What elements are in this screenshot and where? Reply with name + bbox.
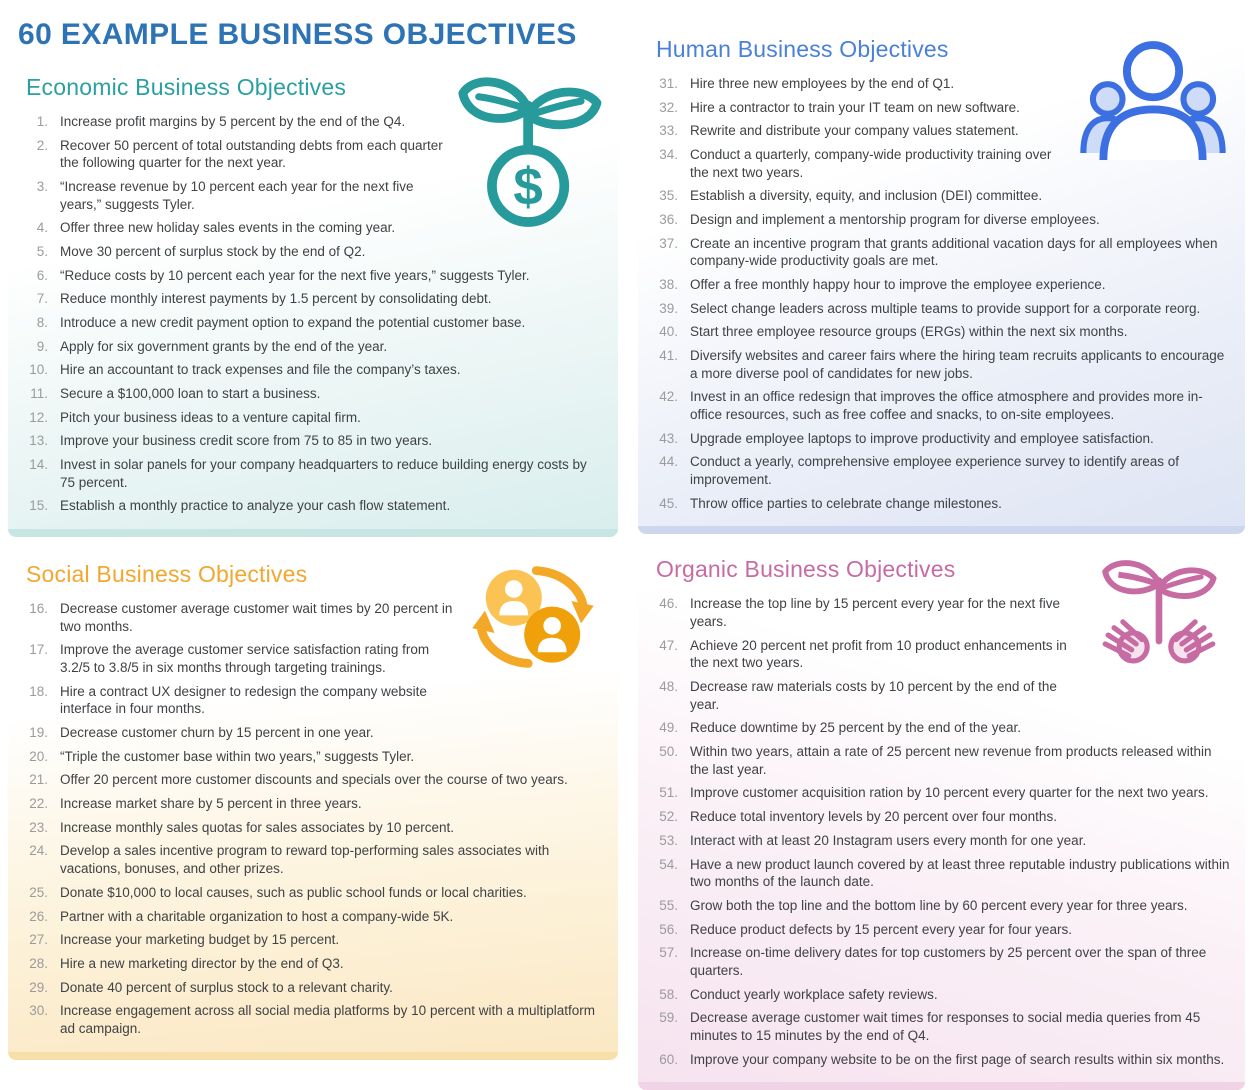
objective-item <box>18 432 604 450</box>
objective-number: 59. <box>659 1010 678 1026</box>
objective-text: Increase on-time delivery dates for top customers by 25 percent over the span of three quarters. <box>690 945 1207 978</box>
objective-item <box>18 931 604 949</box>
left-column <box>8 10 618 1090</box>
objective-number: 44. <box>659 454 678 470</box>
objective-number: 22. <box>29 796 48 812</box>
objective-text: Hire a contract UX designer to redesign the company website interface in four months. <box>60 683 427 717</box>
objective-text: Establish a monthly practice to analyze your cash flow statement. <box>60 498 451 514</box>
objective-text: Rewrite and distribute your company values statement. <box>690 123 1019 139</box>
objective-number: 5. <box>36 244 48 260</box>
objective-number: 16. <box>29 601 48 617</box>
objective-number: 8. <box>36 315 48 331</box>
objective-item <box>18 290 604 308</box>
objective-text: “Triple the customer base within two years,” suggests Tyler. <box>60 748 415 764</box>
objective-text: Increase monthly sales quotas for sales associates by 10 percent. <box>60 819 454 835</box>
objective-item <box>18 113 444 131</box>
objective-text: Increase profit margins by 5 percent by the end of the Q4. <box>60 114 406 129</box>
section-heading: Human Business Objectives <box>656 36 949 62</box>
objective-text: Apply for six government grants by the end of the year. <box>60 338 388 354</box>
objective-item <box>648 832 1231 850</box>
objective-number: 45. <box>659 495 678 511</box>
objective-number: 39. <box>659 300 678 316</box>
objective-number: 25. <box>29 884 48 900</box>
objective-item <box>18 724 460 742</box>
objective-text: “Reduce costs by 10 percent each year for the next five years,” suggests Tyler. <box>60 267 530 283</box>
objective-number: 32. <box>659 99 678 115</box>
objective-item <box>648 1051 1231 1069</box>
objective-number: 38. <box>659 277 678 293</box>
objective-text: Increase market share by 5 percent in three years. <box>60 796 362 812</box>
objective-text: Secure a $100,000 loan to start a business. <box>60 386 321 402</box>
objective-number: 54. <box>659 856 678 872</box>
objective-text: Reduce monthly interest payments by 1.5 percent by consolidating debt. <box>60 291 492 307</box>
objective-text: Partner with a charitable organization to host a company-wide 5K. <box>60 908 454 924</box>
objective-text: Hire a new marketing director by the end of Q3. <box>60 955 344 971</box>
objective-text: “Increase revenue by 10 percent each year for the next five years,” suggests Tyler. <box>60 179 414 212</box>
objective-number: 57. <box>659 945 678 961</box>
objective-number: 17. <box>29 642 48 658</box>
objective-item <box>648 719 1231 737</box>
objective-item <box>648 430 1231 448</box>
objective-text: Interact with at least 20 Instagram users every month for one year. <box>690 832 1087 848</box>
objective-text: Offer 20 percent more customer discounts and specials over the course of two years. <box>60 772 568 788</box>
objective-item <box>18 600 460 635</box>
objective-text: Within two years, attain a rate of 25 percent new revenue from products released within the last year. <box>690 744 1212 777</box>
objective-item <box>648 235 1231 270</box>
objective-item <box>648 921 1231 939</box>
objective-item <box>18 456 604 491</box>
objective-number: 52. <box>659 809 678 825</box>
objective-number: 34. <box>659 147 678 163</box>
objective-number: 46. <box>659 596 678 612</box>
objective-number: 48. <box>659 679 678 695</box>
objective-text: Increase the top line by 15 percent every year for the next five years. <box>690 596 1060 630</box>
social-section <box>8 551 618 1059</box>
objective-text: Decrease customer average customer wait times by 20 percent in two months. <box>60 601 453 634</box>
objective-text: Reduce downtime by 25 percent by the end of the year. <box>690 720 1021 736</box>
objective-item <box>648 495 1231 513</box>
objective-number: 31. <box>659 76 678 91</box>
objective-text: Reduce total inventory levels by 20 percent over four months. <box>690 809 1057 825</box>
objective-item <box>648 897 1231 915</box>
objective-item <box>648 75 1069 93</box>
objective-text: Conduct a yearly, comprehensive employee experience survey to identify areas of improvement. <box>690 454 1180 488</box>
objective-item <box>648 122 1069 140</box>
objective-item <box>18 385 604 403</box>
objective-number: 21. <box>29 772 48 788</box>
objective-number: 7. <box>36 291 48 307</box>
objective-item <box>648 187 1231 205</box>
objective-text: Move 30 percent of surplus stock by the end of Q2. <box>60 244 366 260</box>
objective-number: 40. <box>659 324 678 340</box>
objective-text: Have a new product launch covered by at least three reputable industry publications within two months of the launch date. <box>690 856 1230 890</box>
objective-item <box>648 1009 1231 1044</box>
objective-item <box>18 338 604 356</box>
objective-item <box>18 683 460 718</box>
objective-item <box>18 842 604 877</box>
objective-number: 30. <box>29 1003 48 1019</box>
objective-item <box>18 884 604 902</box>
customer-exchange-icon <box>470 561 596 673</box>
objective-item <box>648 99 1069 117</box>
objective-text: Decrease raw materials costs by 10 percent by the end of the year. <box>690 679 1057 712</box>
objective-item <box>18 314 604 332</box>
money-plant-icon <box>454 72 604 230</box>
objective-number: 11. <box>30 386 48 402</box>
objective-item <box>18 1002 604 1037</box>
objective-item <box>18 795 604 813</box>
organic-section <box>638 546 1245 1090</box>
objective-number: 13. <box>29 433 48 449</box>
objective-item <box>18 243 604 261</box>
objective-text: Conduct a quarterly, company-wide productivity training over the next two years. <box>690 147 1052 180</box>
objective-number: 53. <box>659 832 678 848</box>
objective-number: 36. <box>659 212 678 228</box>
objective-item <box>648 300 1231 318</box>
objective-text: Reduce product defects by 15 percent every year for four years. <box>690 921 1072 937</box>
objective-number: 27. <box>29 932 48 948</box>
objective-item <box>18 219 444 237</box>
objective-text: Grow both the top line and the bottom line by 60 percent every year for three years. <box>690 897 1188 913</box>
objective-text: Create an incentive program that grants additional vacation days for all employees when company-wide productivity goals are met. <box>690 235 1218 269</box>
objective-number: 41. <box>659 348 678 364</box>
objective-item <box>18 908 604 926</box>
objective-item <box>648 743 1231 778</box>
objective-number: 58. <box>659 986 678 1002</box>
objective-item <box>648 944 1231 979</box>
objective-number: 33. <box>659 123 678 139</box>
objective-item <box>18 819 604 837</box>
objective-text: Increase your marketing budget by 15 percent. <box>60 932 340 948</box>
objective-item <box>648 323 1231 341</box>
objective-text: Hire an accountant to track expenses and file the company’s taxes. <box>60 362 461 378</box>
page-title: 60 EXAMPLE BUSINESS OBJECTIVES <box>18 18 577 51</box>
objective-number: 2. <box>36 137 48 153</box>
objective-number: 26. <box>29 908 48 924</box>
objective-item <box>18 641 460 676</box>
objective-item <box>648 637 1079 672</box>
objective-text: Offer three new holiday sales events in the coming year. <box>60 220 396 236</box>
objective-text: Design and implement a mentorship program for diverse employees. <box>690 212 1100 228</box>
objective-text: Develop a sales incentive program to reward top-performing sales associates with vacations, bonuses, and other prizes. <box>60 843 550 877</box>
objective-text: Decrease average customer wait times for responses to social media queries from 45 minutes to 15 minutes by the end of Q4. <box>690 1010 1201 1043</box>
objective-number: 43. <box>659 430 678 446</box>
objective-number: 49. <box>659 720 678 736</box>
objective-number: 29. <box>29 979 48 995</box>
objective-item <box>18 409 604 427</box>
objective-text: Pitch your business ideas to a venture capital firm. <box>60 409 361 425</box>
objective-number: 10. <box>29 362 48 378</box>
objective-item <box>648 986 1231 1004</box>
svg-text:$: $ <box>513 157 543 217</box>
objective-number: 28. <box>29 955 48 971</box>
objective-text: Improve your business credit score from 75 to 85 in two years. <box>60 433 433 449</box>
objective-text: Throw office parties to celebrate change milestones. <box>690 495 1002 511</box>
objective-item <box>18 497 604 515</box>
objective-number: 4. <box>36 220 48 236</box>
objective-text: Decrease customer churn by 15 percent in one year. <box>60 725 374 741</box>
objective-number: 1. <box>36 114 48 129</box>
objective-item <box>648 146 1069 181</box>
objective-text: Upgrade employee laptops to improve productivity and employee satisfaction. <box>690 430 1154 446</box>
objective-text: Hire three new employees by the end of Q1. <box>690 76 955 91</box>
human-section <box>638 26 1245 534</box>
objective-item <box>648 856 1231 891</box>
objective-text: Conduct yearly workplace safety reviews. <box>690 986 938 1002</box>
objective-text: Improve your company website to be on the first page of search results within six months. <box>690 1051 1225 1067</box>
objective-item <box>648 453 1231 488</box>
objective-item <box>18 361 604 379</box>
objective-text: Improve the average customer service satisfaction rating from 3.2/5 to 3.8/5 in six months through targeting trainings. <box>60 642 430 676</box>
objective-number: 20. <box>29 748 48 764</box>
objective-number: 12. <box>29 409 48 425</box>
objective-text: Donate $10,000 to local causes, such as public school funds or local charities. <box>60 884 527 900</box>
objective-text: Donate 40 percent of surplus stock to a relevant charity. <box>60 979 393 995</box>
objective-number: 3. <box>36 179 48 195</box>
objective-number: 9. <box>36 338 48 354</box>
objective-number: 56. <box>659 921 678 937</box>
objective-text: Recover 50 percent of total outstanding debts from each quarter the following quarter for the next year. <box>60 137 443 171</box>
section-heading: Economic Business Objectives <box>26 74 347 100</box>
objective-number: 50. <box>659 744 678 760</box>
objective-text: Invest in an office redesign that improves the office atmosphere and provides more in-office resources, such as free coffee and snacks, to on-site employees. <box>690 389 1203 423</box>
objective-item <box>18 178 444 213</box>
objective-number: 55. <box>659 897 678 913</box>
objective-text: Hire a contractor to train your IT team on new software. <box>690 99 1020 115</box>
objective-number: 60. <box>659 1051 678 1067</box>
objective-item <box>648 388 1231 423</box>
section-heading: Organic Business Objectives <box>656 556 956 583</box>
objective-text: Select change leaders across multiple teams to provide support for a corporate reorg. <box>690 300 1201 316</box>
objective-text: Diversify websites and career fairs where the hiring team recruits applicants to encourage a more diverse pool of candidates for new jobs. <box>690 348 1225 381</box>
objective-item <box>18 771 604 789</box>
objective-number: 19. <box>29 725 48 741</box>
objective-item <box>18 955 604 973</box>
hands-plant-icon <box>1089 554 1229 672</box>
objective-text: Establish a diversity, equity, and inclusion (DEI) committee. <box>690 188 1043 204</box>
right-column <box>638 10 1245 1090</box>
objective-number: 35. <box>659 188 678 204</box>
objective-number: 24. <box>29 843 48 859</box>
objective-number: 37. <box>659 235 678 251</box>
objective-number: 18. <box>29 683 48 699</box>
objective-number: 14. <box>29 457 48 473</box>
objective-item <box>18 748 604 766</box>
objective-item <box>18 137 444 172</box>
objective-item <box>648 347 1231 382</box>
objective-item <box>18 979 604 997</box>
objective-item <box>648 595 1079 630</box>
objective-text: Increase engagement across all social media platforms by 10 percent with a multiplatform ad campaign. <box>60 1003 596 1036</box>
objective-number: 15. <box>29 498 48 514</box>
people-group-icon <box>1079 38 1227 160</box>
objective-item <box>18 267 604 285</box>
objective-text: Achieve 20 percent net profit from 10 product enhancements in the next two years. <box>690 637 1067 671</box>
economic-section <box>8 64 618 537</box>
objective-number: 42. <box>659 389 678 405</box>
objective-text: Introduce a new credit payment option to expand the potential customer base. <box>60 315 526 331</box>
objective-item <box>648 678 1079 713</box>
objective-item <box>648 211 1231 229</box>
objective-item <box>648 784 1231 802</box>
objective-number: 47. <box>659 637 678 653</box>
objective-item <box>648 276 1231 294</box>
objective-number: 51. <box>659 785 678 801</box>
objective-text: Offer a free monthly happy hour to improve the employee experience. <box>690 277 1106 293</box>
objective-number: 6. <box>36 267 48 283</box>
objective-text: Invest in solar panels for your company headquarters to reduce building energy costs by 75 percent. <box>60 457 587 490</box>
objective-text: Start three employee resource groups (ERGs) within the next six months. <box>690 324 1128 340</box>
objective-text: Improve customer acquisition ration by 10 percent every quarter for the next two years. <box>690 785 1209 801</box>
section-heading: Social Business Objectives <box>26 561 308 588</box>
objective-number: 23. <box>29 819 48 835</box>
objective-item <box>648 808 1231 826</box>
